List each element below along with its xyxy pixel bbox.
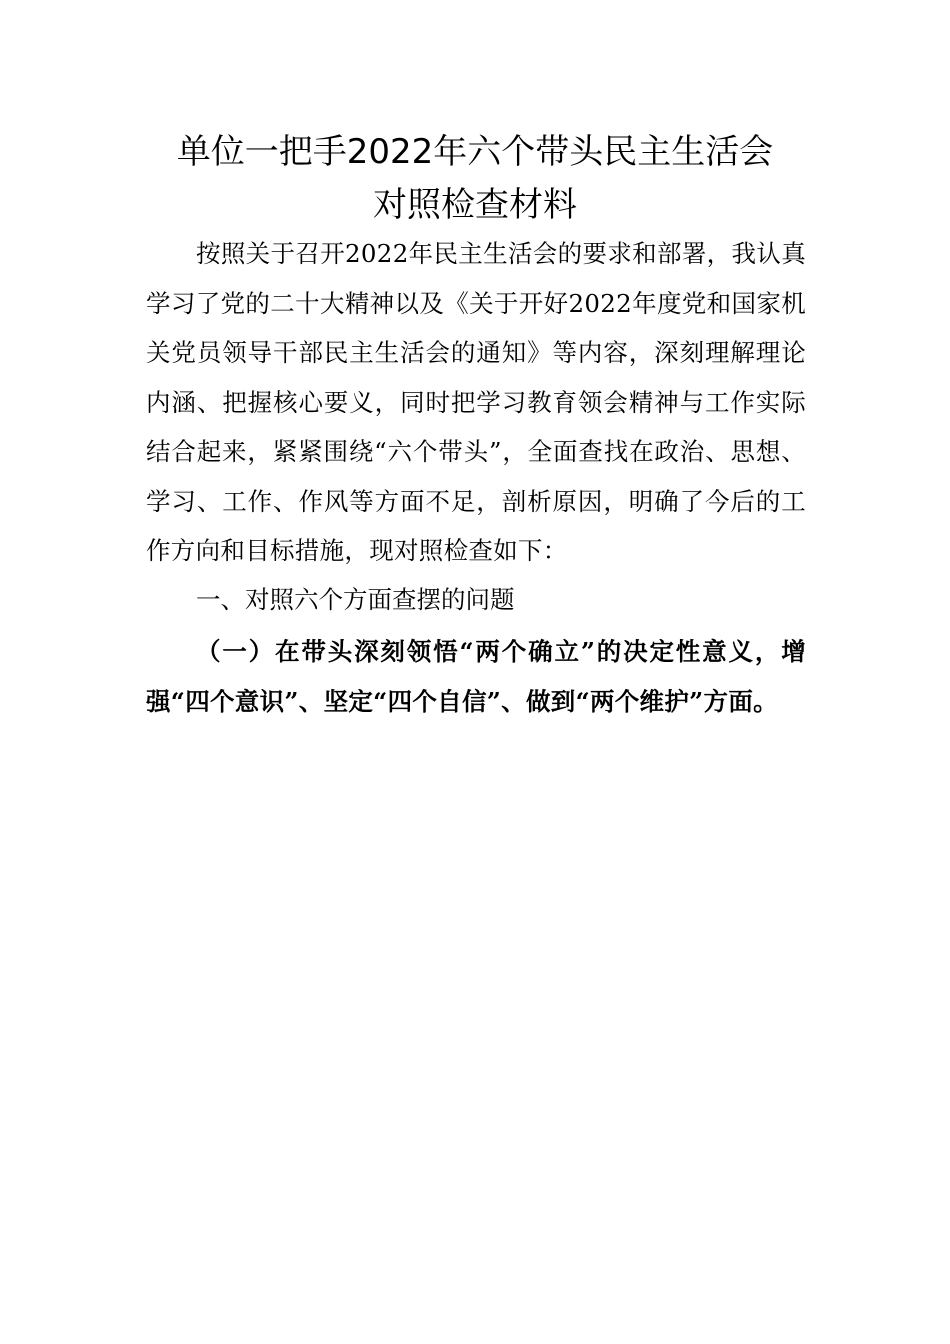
document-title-line-2: 对照检查材料 [373,185,577,225]
section-heading: 一、对照六个方面查摆的问题 [196,585,515,614]
document-title-line-1: 单位一把手2022年六个带头民主生活会 [176,132,774,172]
intro-paragraph: 按照关于召开2022年民主生活会的要求和部署，我认真学习了党的二十大精神以及《关于开好2022年度党和国家机关党员领导干部民主生活会的通知》等内容，深刻理解理论内涵、把握核心要义，同时把学习教育领会精神与工作实际结合起来，紧紧围绕“六个带头”，全面查找在政治、思想、学习、工作、作风等方面不足，剖析原因，明确了今后的工作方向和目标措施，现对照检查如下： [146,239,806,565]
subsection-heading: （一）在带头深刻领悟“两个确立”的决定性意义，增强“四个意识”、坚定“四个自信”、做到“两个维护”方面。 [146,637,806,716]
